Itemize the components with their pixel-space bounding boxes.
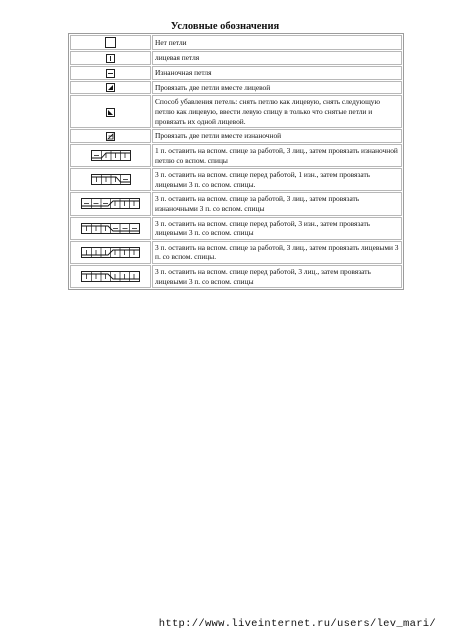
knit-stitch-icon: [106, 54, 115, 63]
table-row: [70, 81, 402, 95]
cable-1-3-icon: [91, 150, 131, 161]
description-cell: Изнаночная петля: [152, 66, 402, 80]
symbol-cell: [70, 217, 151, 240]
table-row: [70, 241, 402, 264]
table-row: [70, 66, 402, 80]
description-cell: Способ убавления петель: снять петлю как лицевую, снять следующую петлю как лицевую, ввести левую спицу в только что снятые петли и провязать их одной лицевой.: [152, 95, 402, 128]
table-row: [70, 265, 402, 288]
symbol-cell: [70, 66, 151, 80]
source-url: http://www.liveinternet.ru/users/lev_mari/: [158, 618, 436, 630]
description-cell: 1 п. оставить на вспом. спице за работой, 3 лиц., затем провязать изнаночной петлю со вспом. спицы: [152, 144, 402, 167]
legend-table: [68, 33, 404, 290]
symbol-cell: [70, 144, 151, 167]
symbol-cell: [70, 129, 151, 143]
cable-3-1-icon: [91, 174, 131, 185]
symbol-cell: [70, 35, 151, 50]
page-title: Условные обозначения: [170, 21, 280, 32]
description-cell: 3 п. оставить на вспом. спице перед работой, 3 изн., затем провязать лицевыми 3 п. со вспом. спицы: [152, 217, 402, 240]
symbol-cell: [70, 192, 151, 215]
table-row: [70, 168, 402, 191]
cable-3-3-front-purl-icon: [81, 223, 140, 234]
table-row: [70, 51, 402, 65]
table-row: [70, 217, 402, 240]
description-cell: 3 п. оставить на вспом. спице за работой, 3 лиц., затем провязать лицевыми 3 п. со вспом. спицы.: [152, 241, 402, 264]
symbol-cell: [70, 51, 151, 65]
description-cell: Провязать две петли вместе лицевой: [152, 81, 402, 95]
symbol-cell: [70, 168, 151, 191]
cable-3-3-purl-icon: [81, 198, 140, 209]
cable-3-3-back-icon: [81, 247, 140, 258]
table-row: [70, 144, 402, 167]
description-cell: 3 п. оставить на вспом. спице перед работой, 1 изн., затем провязать лицевыми 3 п. со вспом. спицы.: [152, 168, 402, 191]
symbol-cell: [70, 241, 151, 264]
symbol-cell: [70, 265, 151, 288]
cable-3-3-front-icon: [81, 271, 140, 282]
ssk-icon: [106, 108, 115, 117]
table-row: [70, 129, 402, 143]
description-cell: Провязать две петли вместе изнаночной: [152, 129, 402, 143]
no-stitch-icon: [105, 37, 116, 48]
description-cell: 3 п. оставить на вспом. спице перед работой, 3 лиц., затем провязать лицевыми 3 п. со вспом. спицы: [152, 265, 402, 288]
purl-stitch-icon: [106, 69, 115, 78]
table-row: [70, 192, 402, 215]
symbol-cell: [70, 95, 151, 128]
table-row: [70, 95, 402, 128]
k2tog-icon: [106, 83, 115, 92]
description-cell: лицевая петля: [152, 51, 402, 65]
description-cell: Нет петли: [152, 35, 402, 50]
symbol-cell: [70, 81, 151, 95]
table-row: [70, 35, 402, 50]
p2tog-icon: [106, 132, 115, 141]
description-cell: 3 п. оставить на вспом. спице за работой, 3 лиц., затем провязать изнаночными 3 п. со вспом. спицы: [152, 192, 402, 215]
